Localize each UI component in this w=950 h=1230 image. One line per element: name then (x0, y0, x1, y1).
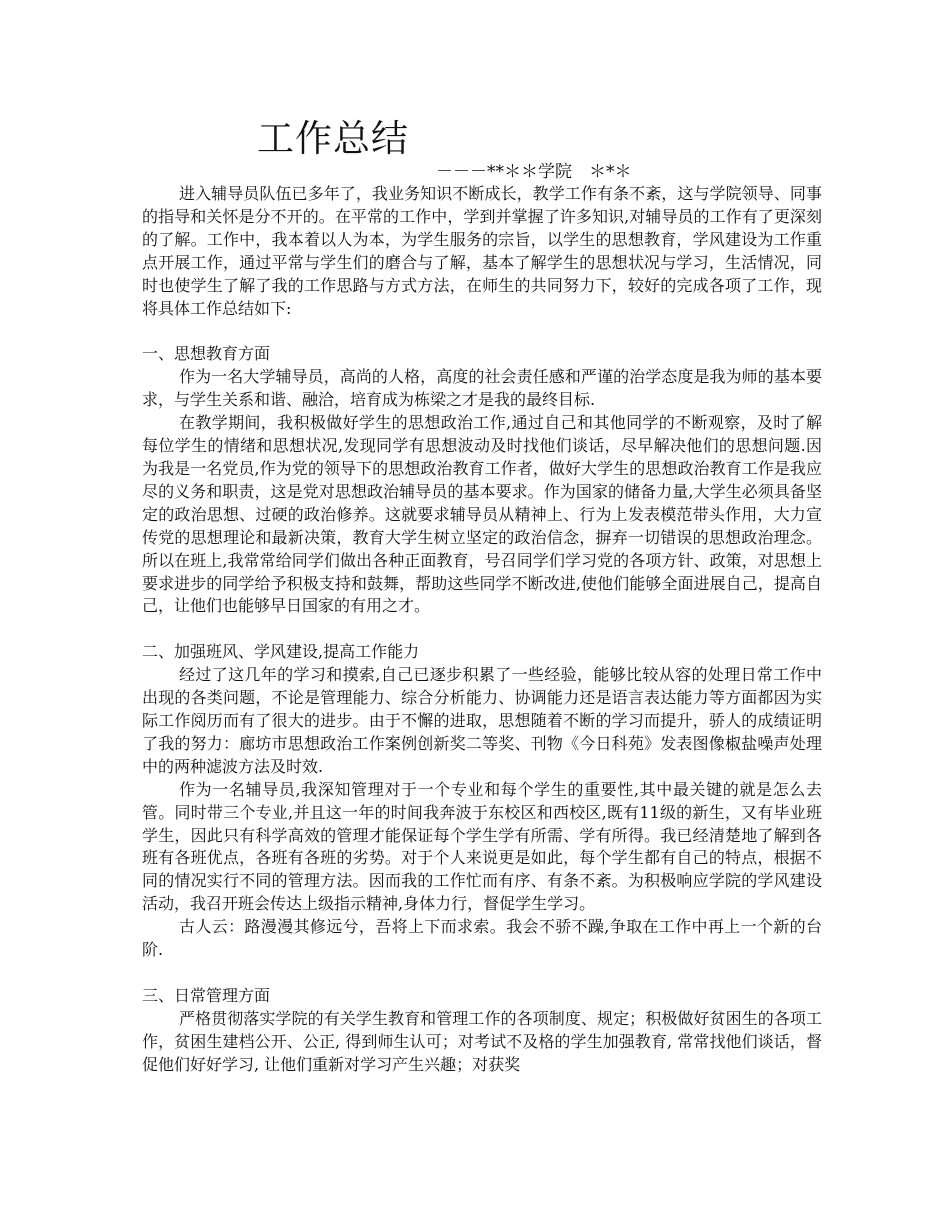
section-paragraph: 严格贯彻落实学院的有关学生教育和管理工作的各项制度、规定；积极做好贫困生的各项工作，贫困生建档公开、公正, 得到师生认可；对考试不及格的学生加强教育, 常常找他们谈话，督促他们好好学习, 让他们重新对学习产生兴趣；对获奖 (142, 1008, 822, 1074)
section-paragraph: 古人云：路漫漫其修远兮，吾将上下而求索。我会不骄不躁,争取在工作中再上一个新的台阶. (142, 917, 822, 960)
section-heading: 一、思想教育方面 (142, 344, 271, 364)
section-paragraph: 作为一名大学辅导员，高尚的人格，高度的社会责任感和严谨的治学态度是我为师的基本要求，与学生关系和谐、融洽，培育成为栋梁之才是我的最终目标. (142, 367, 822, 410)
paragraph-spacer (142, 962, 822, 985)
intro-paragraph: 进入辅导员队伍已多年了，我业务知识不断成长，教学工作有条不紊，这与学院领导、同事的指导和关怀是分不开的。在平常的工作中，学到并掌握了许多知识,对辅导员的工作有了更深刻的了解。工作中，我本着以人为本，为学生服务的宗旨，以学生的思想教育，学风建设为工作重点开展工作，通过平常与学生们的磨合与了解，基本了解学生的思想状况与学习，生活情况，同时也使学生了解了我的工作思路与方式方法，在师生的共同努力下，较好的完成各项了工作，现将具体工作总结如下: (142, 184, 822, 318)
section-paragraph: 作为一名辅导员,我深知管理对于一个专业和每个学生的重要性,其中最关键的就是怎么去管。同时带三个专业,并且这一年的时间我奔波于东校区和西校区,既有11级的新生，又有毕业班学生，因此只有科学高效的管理才能保证每个学生学有所需、学有所得。我已经清楚地了解到各班有各班优点，各班有各班的劣势。对于个人来说更是如此，每个学生都有自己的特点，根据不同的情况实行不同的管理方法。因而我的工作忙而有序、有条不紊。为积极响应学院的学风建设活动，我召开班会传达上级指示精神,身体力行，督促学生学习。 (142, 779, 822, 914)
document-subtitle: －－－**＊＊学院 ＊*＊ (436, 162, 632, 182)
section-heading: 二、加强班风、学风建设,提高工作能力 (142, 642, 420, 662)
section-paragraph: 经过了这几年的学习和摸索,自己已逐步积累了一些经验，能够比较从容的处理日常工作中出现的各类问题，不论是管理能力、综合分析能力、协调能力还是语言表达能力等方面都因为实际工作阅历而有了很大的进步。由于不懈的进取，思想随着不断的学习而提升，骄人的成绩证明了我的努力：廊坊市思想政治工作案例创新奖二等奖、刊物《今日科苑》发表图像椒盐噪声处理中的两种滤波方法及时效. (142, 665, 822, 776)
document-title: 工作总结 (257, 117, 409, 160)
section-paragraph: 在教学期间，我积极做好学生的思想政治工作,通过自己和其他同学的不断观察，及时了解每位学生的情绪和思想状况,发现同学有思想波动及时找他们谈话，尽早解决他们的思想问题.因为我是一名党员,作为党的领导下的思想政治教育工作者，做好大学生的思想政治教育工作是我应尽的义务和职责，这是党对思想政治辅导员的基本要求。作为国家的储备力量,大学生必须具备坚定的政治思想、过硬的政治修养。这就要求辅导员从精神上、行为上发表模范带头作用，大力宣传党的思想理论和最新决策，教育大学生树立坚定的政治信念，摒弃一切错误的思想政治理念。所以在班上,我常常给同学们做出各种正面教育，号召同学们学习党的各项方针、政策，对思想上要求进步的同学给予积极支持和鼓舞，帮助这些同学不断改进,使他们能够全面进展自己，提高自己，让他们也能够早日国家的有用之才。 (142, 413, 822, 616)
paragraph-spacer (142, 618, 822, 641)
paragraph-spacer (142, 320, 822, 343)
section-heading: 三、日常管理方面 (142, 986, 271, 1005)
document-body (142, 183, 822, 1077)
